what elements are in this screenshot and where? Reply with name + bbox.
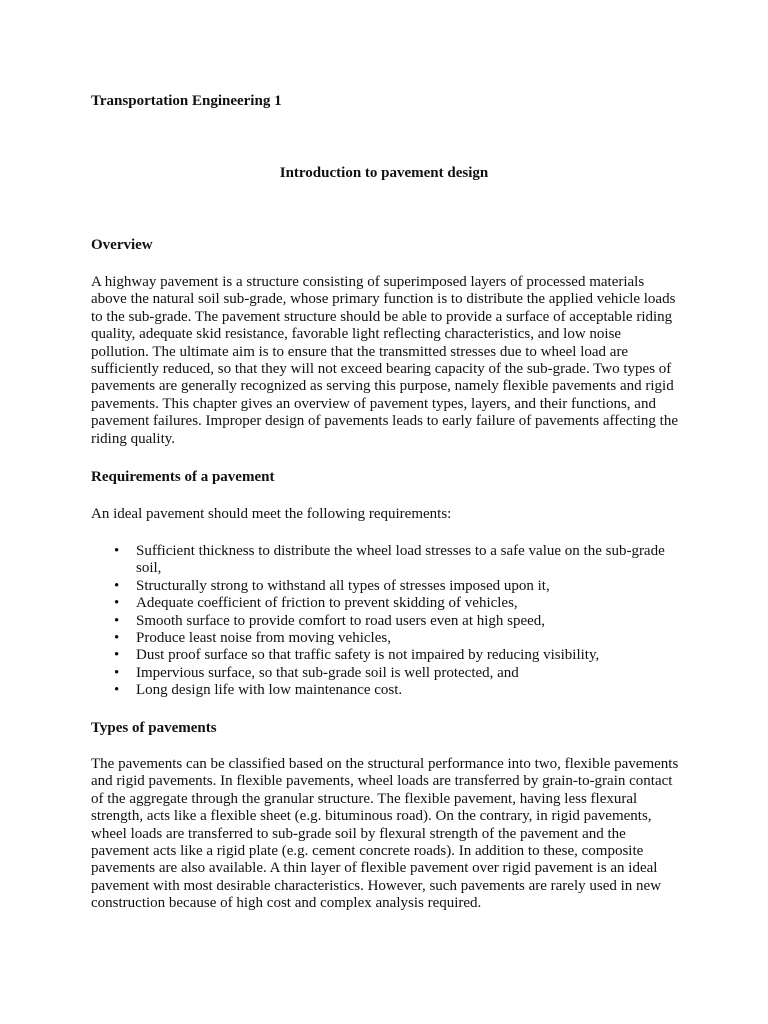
list-item	[91, 630, 681, 647]
list-item	[91, 613, 681, 630]
list-item-text: Sufficient thickness to distribute the wheel load stresses to a safe value on the sub-grade soil,	[136, 543, 665, 577]
list-item	[91, 682, 681, 699]
requirements-list	[91, 543, 681, 700]
requirements-intro: An ideal pavement should meet the following requirements:	[91, 506, 452, 522]
page-title: Introduction to pavement design	[279, 165, 489, 181]
bullet-icon: •	[114, 577, 120, 594]
section-heading-overview: Overview	[91, 237, 153, 253]
bullet-icon: •	[114, 612, 120, 629]
list-item	[91, 543, 681, 578]
list-item	[91, 647, 681, 664]
course-title: Transportation Engineering 1	[91, 93, 282, 109]
list-item	[91, 595, 681, 612]
bullet-icon: •	[114, 664, 120, 681]
section-heading-requirements: Requirements of a pavement	[91, 469, 275, 485]
list-item-text: Structurally strong to withstand all types of stresses imposed upon it,	[136, 577, 550, 594]
section-heading-types: Types of pavements	[91, 720, 217, 736]
bullet-icon: •	[114, 630, 120, 647]
overview-paragraph: A highway pavement is a structure consisting of superimposed layers of processed materials above the natural soil sub-grade, whose primary function is to distribute the applied vehicle loads to the sub-grade. The pavement structure should be able to provide a surface of acceptable riding quality, adequate skid resistance, favorable light reflecting characteristics, and low noise pollution. The ultimate aim is to ensure that the transmitted stresses due to wheel load are sufficiently reduced, so that they will not exceed bearing capacity of the sub-grade. Two types of pavements are generally recognized as serving this purpose, namely flexible pavements and rigid pavements. This chapter gives an overview of pavement types, layers, and their functions, and pavement failures. Improper design of pavements leads to early failure of pavements affecting the riding quality.	[91, 274, 678, 447]
list-item	[91, 578, 681, 595]
list-item-text: Adequate coefficient of friction to prevent skidding of vehicles,	[136, 595, 518, 612]
list-item-text: Dust proof surface so that traffic safety is not impaired by reducing visibility,	[136, 647, 600, 664]
bullet-icon: •	[114, 682, 120, 699]
list-item-text: Smooth surface to provide comfort to road users even at high speed,	[136, 612, 546, 629]
bullet-icon: •	[114, 595, 120, 612]
list-item-text: Produce least noise from moving vehicles,	[136, 630, 391, 647]
types-paragraph: The pavements can be classified based on the structural performance into two, flexible pavements and rigid pavements. In flexible pavements, wheel loads are transferred by grain-to-grain contact of the aggregate through the granular structure. The flexible pavement, having less flexural strength, acts like a flexible sheet (e.g. bituminous road). On the contrary, in rigid pavements, wheel loads are transferred to sub-grade soil by flexural strength of the pavement and the pavement acts like a rigid plate (e.g. cement concrete roads). In addition to these, composite pavements are also available. A thin layer of flexible pavement over rigid pavement is an ideal pavement with most desirable characteristics. However, such pavements are rarely used in new construction because of high cost and complex analysis required.	[91, 756, 679, 912]
list-item-text: Impervious surface, so that sub-grade soil is well protected, and	[136, 664, 519, 681]
list-item	[91, 665, 681, 682]
list-item-text: Long design life with low maintenance cost.	[136, 682, 403, 699]
bullet-icon: •	[114, 543, 120, 559]
bullet-icon: •	[114, 647, 120, 664]
